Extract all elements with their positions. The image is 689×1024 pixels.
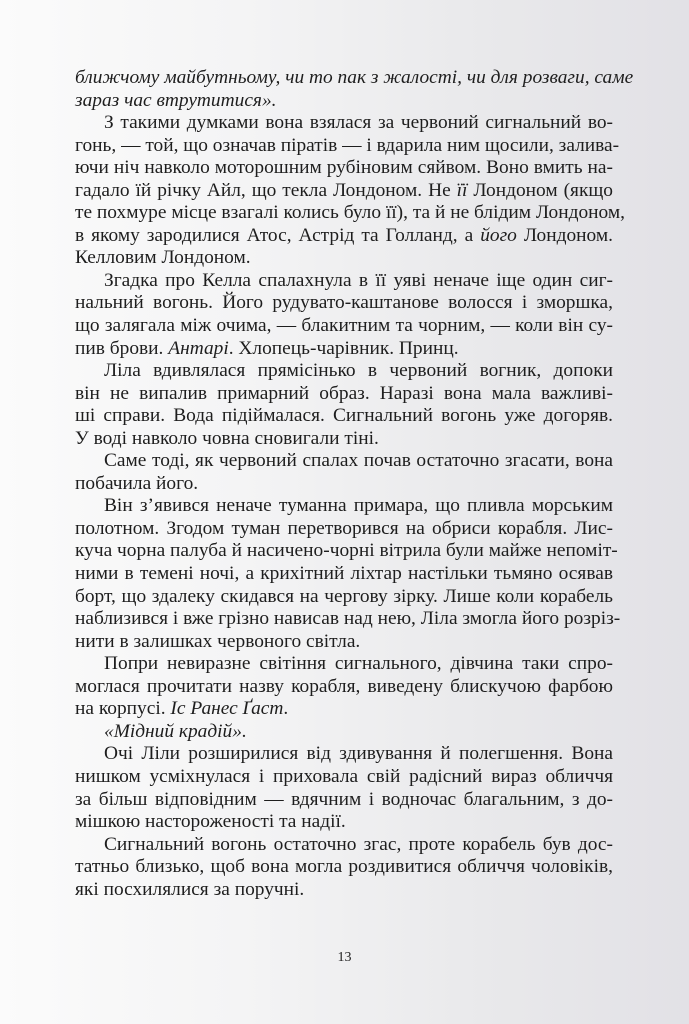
- text-line: [75, 789, 613, 812]
- text-segment: Очі Ліли розширилися від здивування й полегшення. Вона: [104, 743, 613, 765]
- text-line: [75, 134, 620, 158]
- italic-text: ближчому майбутньому, чи то пак з жалості, чи для розваги, саме: [75, 67, 634, 88]
- text-line: [75, 834, 613, 857]
- text-segment: ші справи. Вода підіймалася. Сигнальний вогонь уже догоряв.: [75, 405, 613, 427]
- text-line: [75, 338, 613, 361]
- italic-text: її: [456, 179, 468, 201]
- text-segment: Лондоном (якщо: [467, 179, 613, 201]
- text-segment: нальний вогонь. Його рудувато-каштанове волосся і зморшка,: [75, 292, 613, 314]
- text-segment: наблизився і вже грізно нависав над нею, Ліла змогла його розріз-: [75, 608, 621, 630]
- text-segment: ючи ніч навколо моторошним рубіновим сяйвом. Воно вмить на-: [75, 157, 613, 179]
- text-line: [75, 721, 613, 744]
- text-segment: мішкою настороженості та надії.: [75, 811, 346, 833]
- text-line: [75, 315, 613, 338]
- text-segment: Згадка про Келла спалахнула в її уяві неначе іще один сиг-: [104, 269, 613, 291]
- text-line: [75, 428, 613, 451]
- text-segment: татньо близько, щоб вона могла роздивитися обличчя чоловіків,: [75, 856, 613, 878]
- text-segment: пив брови.: [75, 337, 169, 359]
- text-segment: на корпусі.: [75, 698, 171, 720]
- text-segment: борт, що здалеку скидався на чергову зірку. Лише коли корабель: [75, 585, 613, 607]
- text-segment: Саме тоді, як червоний спалах почав остаточно згасати, вона: [104, 450, 613, 472]
- page-body: [75, 67, 634, 901]
- text-line: [75, 67, 634, 90]
- text-segment: що залягала між очима, — блакитним та чорним, — коли він су-: [75, 315, 613, 337]
- italic-text: зараз час втрутитися».: [75, 89, 277, 111]
- text-segment: З такими думками вона взялася за червоний сигнальний во-: [104, 112, 613, 134]
- text-segment: куча чорна палуба й насичено-чорні вітрила були майже непоміт-: [75, 540, 618, 562]
- text-line: [75, 563, 613, 586]
- text-segment: Попри невиразне світіння сигнального, дівчина таки спро-: [104, 653, 613, 675]
- text-segment: Він з’явився неначе туманна примара, що пливла морським: [104, 495, 613, 517]
- text-line: [75, 608, 621, 631]
- text-line: [75, 360, 613, 383]
- text-segment: те похмуре місце взагалі колись було її), та й не блідим Лондоном,: [75, 202, 625, 224]
- text-line: [75, 180, 613, 203]
- text-line: [75, 540, 618, 563]
- text-segment: побачила його.: [75, 472, 199, 494]
- text-line: [75, 247, 613, 270]
- italic-text: його: [480, 224, 517, 246]
- text-segment: . Хлопець-чарівник. Принц.: [228, 337, 459, 359]
- text-line: [75, 653, 613, 676]
- text-line: [75, 698, 613, 721]
- text-line: [75, 90, 613, 113]
- text-line: [75, 676, 613, 699]
- text-line: [75, 631, 613, 654]
- text-line: [75, 811, 613, 834]
- text-segment: Лондоном.: [516, 224, 613, 246]
- italic-text: Антарі: [168, 337, 229, 359]
- text-segment: які посхилялися за поручні.: [75, 878, 305, 900]
- text-segment: нишком усміхнулася і приховала свій радісний вираз обличчя: [75, 765, 613, 787]
- text-segment: Ліла вдивлялася прямісінько в червоний вогник, допоки: [104, 360, 613, 382]
- text-line: [75, 157, 613, 180]
- text-segment: Келловим Лондоном.: [75, 247, 251, 269]
- text-segment: У воді навколо човна сновигали тіні.: [75, 427, 379, 449]
- text-segment: полотном. Згодом туман перетворився на обриси корабля. Лис-: [75, 517, 613, 539]
- text-line: [75, 743, 613, 766]
- text-line: [75, 473, 613, 496]
- text-line: [75, 225, 613, 248]
- text-line: [75, 586, 613, 609]
- text-segment: гонь, — той, що означав піратів — і вдарила ним щосили, залива-: [75, 134, 620, 156]
- text-segment: за більш відповідним — вдячним і водночас благальним, з до-: [75, 788, 613, 810]
- page-number: 13: [337, 950, 352, 965]
- text-segment: моглася прочитати назву корабля, виведену блискучою фарбою: [75, 675, 613, 697]
- text-segment: Сигнальний вогонь остаточно згас, проте корабель був дос-: [104, 833, 613, 855]
- text-line: [75, 856, 613, 879]
- text-segment: в якому зародилися Атос, Астрід та Голланд, а: [75, 224, 481, 246]
- text-line: [75, 383, 613, 406]
- text-segment: він не випалив примарний образ. Наразі вона мала важливі-: [75, 382, 613, 404]
- text-segment: .: [283, 698, 289, 720]
- text-segment: гадало їй річку Айл, що текла Лондоном. Не: [75, 179, 457, 201]
- text-line: [75, 766, 613, 789]
- text-line: [75, 495, 613, 518]
- text-line: [75, 405, 613, 428]
- italic-text: «Мідний крадій».: [104, 720, 247, 742]
- text-line: [75, 292, 613, 315]
- text-line: [75, 202, 625, 225]
- text-line: [75, 450, 613, 473]
- text-segment: нити в залишках червоного світла.: [75, 630, 361, 652]
- text-line: [75, 270, 613, 293]
- text-segment: ними в темені ночі, а крихітний ліхтар настільки тьмяно осявав: [75, 563, 613, 585]
- text-line: [75, 112, 613, 135]
- italic-text: Іс Ранес Ґаст: [170, 698, 284, 720]
- text-line: [75, 518, 613, 541]
- text-line: [75, 879, 613, 902]
